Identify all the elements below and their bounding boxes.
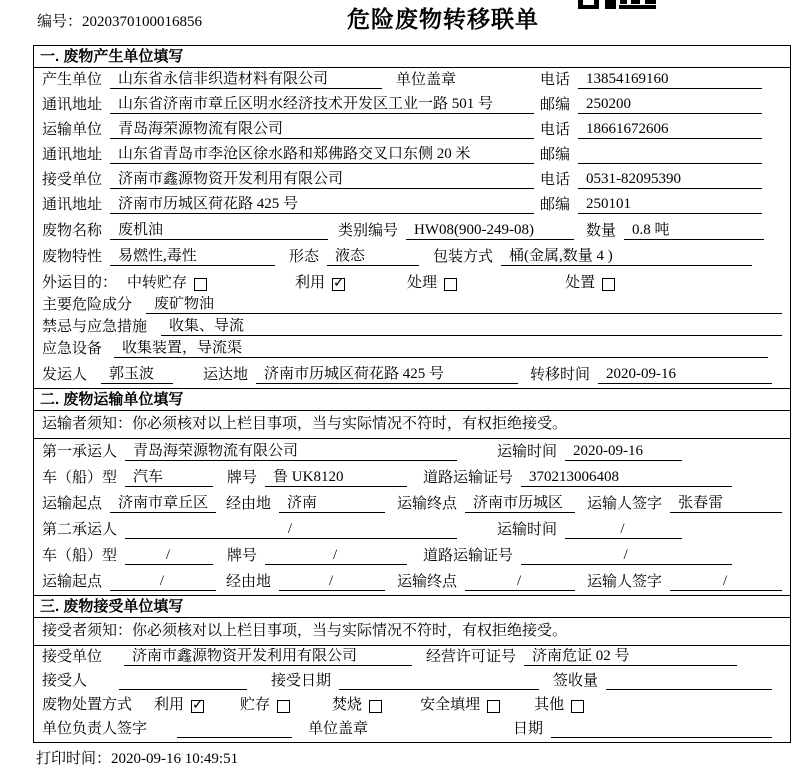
purpose-option-treat: [407, 275, 457, 292]
row-emergency-equipment: [34, 340, 790, 362]
purpose-option-label: 处理: [407, 275, 438, 291]
shipper-value: 郭玉波: [101, 366, 173, 384]
shipper-label: 发运人: [42, 367, 88, 383]
section3-header: 三. 废物接受单位填写: [34, 595, 790, 618]
section2-header: 二. 废物运输单位填写: [34, 388, 790, 411]
row-responsible-signature: [34, 718, 790, 742]
row-waste-props: [34, 244, 790, 270]
disposal-option-store: [240, 697, 290, 714]
route-end-value: /: [465, 573, 575, 591]
vehicle-type-label: 车（船）型: [42, 548, 118, 564]
transport-time-value: 2020-09-16: [565, 443, 682, 461]
checkbox-utilize: [332, 278, 345, 291]
row-hazard-components: [34, 296, 790, 318]
route-end-label: 运输终点: [397, 574, 458, 590]
form-label: 形态: [289, 249, 320, 265]
disposal-option-label: 利用: [154, 697, 185, 713]
acceptor-label: 接受人: [42, 673, 88, 689]
row-transport-purpose: [34, 270, 790, 296]
postal-label: 邮编: [540, 97, 571, 113]
signed-quantity-value: [606, 689, 772, 690]
route-start-value: /: [110, 573, 216, 591]
row-first-carrier: [34, 439, 790, 465]
transport-time-label: 运输时间: [497, 522, 558, 538]
first-carrier-value: 青岛海荣源物流有限公司: [125, 443, 457, 461]
qr-code-fragment: [578, 0, 656, 9]
accept-date-label: 接受日期: [271, 673, 332, 689]
vehicle-type-value: 汽车: [125, 469, 213, 487]
row-second-carrier: [34, 517, 790, 543]
emergency-measures-value: 收集、导流: [161, 318, 782, 336]
producer-postal-value: 250200: [578, 96, 762, 114]
producer-unit-label: 产生单位: [42, 72, 103, 88]
section3-notice: 接受者须知：你必须核对以上栏目事项，当与实际情况不符时，有权拒绝接受。: [34, 618, 790, 646]
transport-time-label: 运输时间: [497, 444, 558, 460]
postal-label: 邮编: [540, 147, 571, 163]
row-accepting-unit: [34, 646, 790, 670]
first-carrier-label: 第一承运人: [42, 444, 118, 460]
road-transport-cert-value: /: [521, 547, 732, 565]
route-via-value: 济南: [279, 495, 385, 513]
disposal-option-label: 其他: [534, 697, 565, 713]
producer-address-label: 通讯地址: [42, 97, 103, 113]
receiver-phone-value: 0531-82095390: [578, 171, 762, 189]
receiver-unit-value: 济南市鑫源物资开发利用有限公司: [110, 171, 534, 189]
checkbox-disposal-store: [277, 700, 290, 713]
print-time: [36, 747, 238, 768]
purpose-option-dispose: [565, 275, 615, 292]
transporter-address-value: 山东省青岛市李沧区徐水路和郑佛路交叉口东侧 20 米: [110, 146, 534, 164]
print-time-value: 2020-09-16 10:49:51: [111, 751, 239, 767]
print-time-label: 打印时间：: [36, 751, 112, 767]
transport-time-value: /: [565, 521, 682, 539]
packaging-value: 桶(金属,数量 4 ): [501, 248, 752, 266]
plate-number-value: /: [265, 547, 407, 565]
row-emergency-measures: [34, 318, 790, 340]
accept-date-value: [339, 689, 539, 690]
vehicle-type-label: 车（船）型: [42, 470, 118, 486]
page-title: 危险废物转移联单: [347, 6, 539, 32]
row-producer-unit: [34, 68, 790, 93]
hazard-components-label: 主要危险成分: [42, 297, 133, 313]
transporter-signature-value: 张春雷: [670, 495, 782, 513]
producer-phone-value: 13854169160: [578, 71, 762, 89]
row-shipper: [34, 362, 790, 388]
route-via-label: 经由地: [226, 574, 272, 590]
phone-label: 电话: [540, 172, 571, 188]
road-transport-cert-value: 370213006408: [521, 469, 732, 487]
phone-label: 电话: [540, 122, 571, 138]
route-end-label: 运输终点: [397, 496, 458, 512]
second-carrier-value: /: [125, 521, 457, 539]
row-receiver-unit: [34, 168, 790, 193]
waste-name-label: 废物名称: [42, 223, 103, 239]
disposal-option-label: 焚烧: [332, 697, 363, 713]
purpose-option-transfer-storage: [127, 275, 207, 292]
transporter-address-label: 通讯地址: [42, 147, 103, 163]
row-acceptor: [34, 670, 790, 694]
route-via-label: 经由地: [226, 496, 272, 512]
purpose-option-label: 处置: [565, 275, 596, 291]
transporter-signature-label: 运输人签字: [587, 496, 663, 512]
license-number-label: 经营许可证号: [426, 649, 517, 665]
checkbox-disposal-incinerate: [369, 700, 382, 713]
form-value: 液态: [327, 248, 419, 266]
disposal-option-label: 安全填埋: [420, 697, 481, 713]
responsible-signature-label: 单位负责人签字: [42, 721, 148, 737]
checkbox-treat: [444, 278, 457, 291]
doc-number-label: 编号：: [37, 14, 83, 30]
quantity-label: 数量: [586, 223, 617, 239]
waste-props-value: 易燃性,毒性: [110, 248, 275, 266]
date-label: 日期: [513, 721, 544, 737]
section1-header: 一. 废物产生单位填写: [34, 46, 790, 68]
road-transport-cert-label: 道路运输证号: [423, 548, 514, 564]
route-via-value: /: [279, 573, 385, 591]
packaging-label: 包装方式: [433, 249, 494, 265]
purpose-option-label: 中转贮存: [127, 275, 188, 291]
row-vehicle-1: [34, 465, 790, 491]
disposal-method-label: 废物处置方式: [42, 697, 133, 713]
postal-label: 邮编: [540, 197, 571, 213]
producer-unit-value: 山东省永信非织造材料有限公司: [110, 71, 382, 89]
disposal-option-utilize: [154, 697, 204, 714]
route-start-label: 运输起点: [42, 574, 103, 590]
disposal-option-label: 贮存: [240, 697, 271, 713]
responsible-signature-value: [177, 737, 292, 738]
purpose-option-label: 利用: [295, 275, 326, 291]
transfer-time-value: 2020-09-16: [598, 366, 772, 384]
waste-name-value: 废机油: [110, 222, 328, 240]
producer-address-value: 山东省济南市章丘区明水经济技术开发区工业一路 501 号: [110, 96, 534, 114]
row-route-1: [34, 491, 790, 517]
emergency-equipment-label: 应急设备: [42, 341, 103, 357]
license-number-value: 济南危证 02 号: [524, 648, 737, 666]
route-start-label: 运输起点: [42, 496, 103, 512]
route-start-value: 济南市章丘区: [110, 495, 216, 513]
unit-seal-label: 单位盖章: [308, 721, 369, 737]
destination-label: 运达地: [203, 367, 249, 383]
transporter-postal-value: [578, 163, 762, 164]
hazard-components-value: 废矿物油: [146, 296, 782, 314]
route-end-value: 济南市历城区: [465, 495, 575, 513]
category-code-value: HW08(900-249-08): [406, 222, 574, 240]
section2-notice: 运输者须知：你必须核对以上栏目事项，当与实际情况不符时，有权拒绝接受。: [34, 411, 790, 439]
vehicle-type-value: /: [125, 547, 213, 565]
emergency-measures-label: 禁忌与应急措施: [42, 319, 148, 335]
row-receiver-address: [34, 193, 790, 218]
receiver-address-value: 济南市历城区荷花路 425 号: [110, 196, 534, 214]
transport-purpose-label: 外运目的：: [42, 275, 118, 291]
row-producer-address: [34, 93, 790, 118]
plate-number-label: 牌号: [227, 548, 258, 564]
checkbox-disposal-landfill: [487, 700, 500, 713]
transporter-phone-value: 18661672606: [578, 121, 762, 139]
unit-seal-label: 单位盖章: [396, 72, 457, 88]
waste-props-label: 废物特性: [42, 249, 103, 265]
plate-number-value: 鲁 UK8120: [265, 469, 407, 487]
checkbox-transfer-storage: [194, 278, 207, 291]
row-transport-unit: [34, 118, 790, 143]
quantity-value: 0.8 吨: [624, 222, 764, 240]
transfer-time-label: 转移时间: [530, 367, 591, 383]
accepting-unit-value: 济南市鑫源物资开发利用有限公司: [124, 648, 412, 666]
transport-unit-label: 运输单位: [42, 122, 103, 138]
checkbox-disposal-other: [571, 700, 584, 713]
accepting-unit-label: 接受单位: [42, 649, 103, 665]
category-code-label: 类别编号: [338, 223, 399, 239]
road-transport-cert-label: 道路运输证号: [423, 470, 514, 486]
signed-quantity-label: 签收量: [553, 673, 599, 689]
receiver-postal-value: 250101: [578, 196, 762, 214]
receiver-address-label: 通讯地址: [42, 197, 103, 213]
acceptor-value: [119, 689, 247, 690]
checkbox-dispose: [602, 278, 615, 291]
row-waste-name: [34, 218, 790, 244]
transfer-form-table: [33, 45, 791, 743]
checkbox-disposal-utilize: [191, 700, 204, 713]
row-vehicle-2: [34, 543, 790, 569]
row-disposal-method: [34, 694, 790, 718]
date-value: [551, 737, 772, 738]
disposal-option-incinerate: [332, 697, 382, 714]
receiver-unit-label: 接受单位: [42, 172, 103, 188]
disposal-option-other: [534, 697, 584, 714]
phone-label: 电话: [540, 72, 571, 88]
emergency-equipment-value: 收集装置，导流渠: [114, 340, 768, 358]
doc-number-value: 2020370100016856: [82, 14, 203, 30]
row-route-2: [34, 569, 790, 595]
plate-number-label: 牌号: [227, 470, 258, 486]
transporter-signature-value: /: [670, 573, 782, 591]
transporter-signature-label: 运输人签字: [587, 574, 663, 590]
second-carrier-label: 第二承运人: [42, 522, 118, 538]
transport-unit-value: 青岛海荣源物流有限公司: [110, 121, 534, 139]
disposal-option-landfill: [420, 697, 500, 714]
row-transporter-address: [34, 143, 790, 168]
purpose-option-utilize: [295, 275, 345, 292]
destination-value: 济南市历城区荷花路 425 号: [256, 366, 518, 384]
